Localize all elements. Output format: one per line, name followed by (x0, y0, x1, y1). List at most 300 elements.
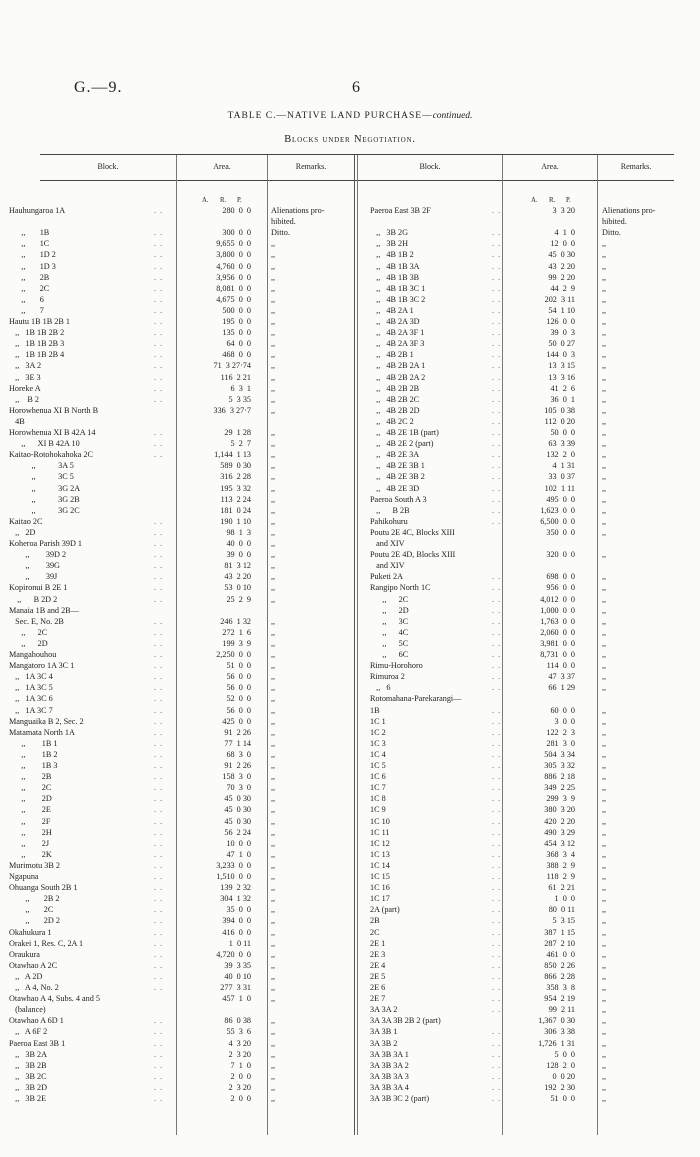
block-cell: 3A 3B 3C 2 (part) (370, 1094, 430, 1103)
table-row (370, 939, 680, 950)
block-cell: ,, 2B 2 (9, 894, 60, 904)
leader-dots: . . (492, 1060, 502, 1070)
remarks-cell: ,, (271, 561, 276, 571)
remarks-cell: ,, (271, 594, 276, 604)
table-row (370, 650, 680, 661)
block-cell: 2A (part) (370, 905, 400, 915)
leader-dots: . . (154, 716, 164, 726)
remarks-cell: ,, (602, 239, 607, 249)
table-row (9, 417, 354, 428)
remarks-cell: ,, (602, 405, 607, 415)
block-cell: Murimotu 3B 2 (9, 860, 60, 870)
block-cell: Paeroa South A 3 (370, 494, 427, 504)
leader-dots: . . (492, 305, 502, 315)
remarks-cell: ,, (602, 650, 607, 659)
leader-dots: . . (154, 672, 164, 682)
remarks-cell: ,, (271, 572, 276, 582)
table-row (370, 317, 680, 328)
remarks-cell: ,, (271, 838, 276, 848)
table-row (9, 583, 354, 594)
area-cell: 7 1 0 (230, 1060, 251, 1070)
area-cell: 192 2 30 (544, 1082, 575, 1092)
block-cell: Rimu-Horohoro (370, 661, 423, 671)
leader-dots: . . (492, 616, 502, 626)
col-rule-center (354, 155, 355, 1135)
area-cell: 5 0 0 (554, 1049, 575, 1059)
block-cell: 3A 3A 2 (370, 1005, 398, 1015)
table-row (370, 228, 680, 239)
leader-dots: . . (154, 250, 164, 260)
block-cell: 1B (370, 705, 380, 715)
block-cell: ,, 2D (370, 605, 409, 615)
area-cell: 126 0 0 (546, 317, 575, 326)
table-row (370, 850, 680, 861)
area-cell: 114 0 0 (546, 661, 575, 671)
remarks-cell: ,, (602, 294, 607, 304)
remarks-cell: ,, (271, 350, 276, 360)
leader-dots: . . (154, 550, 164, 560)
block-cell: ,, 3C (370, 616, 409, 626)
area-cell: 5 3 15 (552, 916, 575, 926)
leader-dots: . . (492, 394, 502, 404)
table-row (370, 561, 680, 572)
leader-dots: . . (154, 960, 164, 970)
leader-dots: . . (492, 960, 502, 970)
table-row (9, 961, 354, 972)
leader-dots: . . (492, 461, 502, 471)
leader-dots: . . (492, 938, 502, 948)
block-cell: ,, 3C 5 (9, 472, 74, 482)
table-row (9, 1039, 354, 1050)
remarks-cell: ,, (271, 361, 276, 371)
area-cell: 56 0 0 (226, 683, 251, 693)
area-cell: 1,763 0 0 (540, 616, 575, 626)
block-cell: ,, 4B 1B 3A (370, 261, 420, 271)
remarks-cell: Alienations pro- (602, 206, 656, 215)
area-cell: 39 0 3 (550, 328, 575, 338)
table-row (9, 650, 354, 661)
leader-dots: . . (154, 650, 164, 659)
table-row (9, 894, 354, 905)
table-row (370, 950, 680, 961)
remarks-cell: ,, (271, 1060, 276, 1070)
area-cell: 4,720 0 0 (216, 949, 251, 959)
remarks-cell: ,, (602, 783, 607, 793)
block-cell: ,, B 2B (370, 505, 410, 515)
area-cell: 195 0 0 (222, 317, 251, 326)
area-cell: 3,981 0 0 (540, 638, 575, 648)
leader-dots: . . (492, 472, 502, 482)
remarks-cell: ,, (602, 772, 607, 782)
table-row (370, 606, 680, 617)
leader-dots: . . (492, 638, 502, 648)
table-row (9, 595, 354, 606)
area-cell: 39 3 35 (224, 960, 251, 970)
block-cell: ,, 2E (9, 805, 51, 815)
area-cell: 2,250 0 0 (216, 650, 251, 659)
table-row (370, 639, 680, 650)
remarks-cell: ,, (271, 971, 276, 981)
area-cell: 281 3 0 (546, 738, 575, 748)
block-cell: ,, 4B 2A 3F 3 (370, 339, 425, 349)
remarks-cell: ,, (271, 439, 276, 449)
block-cell: 1C 6 (370, 772, 386, 782)
col-header-remarks-right: Remarks. (620, 162, 652, 171)
table-row (9, 706, 354, 717)
table-row (370, 550, 680, 561)
block-cell: ,, 2C (9, 905, 54, 915)
area-cell: 468 0 0 (222, 350, 251, 360)
block-cell: Rimuroa 2 (370, 672, 405, 682)
leader-dots: . . (154, 816, 164, 826)
col-header-block-right: Block. (419, 162, 441, 171)
remarks-cell: ,, (271, 616, 276, 626)
block-cell: 1C 13 (370, 849, 390, 859)
table-row (9, 794, 354, 805)
leader-dots: . . (154, 394, 164, 404)
remarks-cell: ,, (602, 627, 607, 637)
table-row (9, 916, 354, 927)
block-cell: ,, 1B 2 (9, 749, 58, 759)
area-cell: 4 1 31 (552, 461, 575, 471)
remarks-cell: ,, (602, 383, 607, 393)
area-cell: 64 0 0 (226, 339, 251, 349)
table-title-continued: continued. (432, 111, 473, 121)
area-cell: 280 0 0 (222, 206, 251, 215)
block-cell: ,, 4B 2B 1 (370, 350, 414, 360)
block-cell: 2E 1 (370, 938, 386, 948)
block-cell: ,, 2D (9, 527, 36, 537)
remarks-cell: ,, (271, 872, 276, 881)
col-header-area-right: Area. (541, 162, 559, 171)
remarks-cell: ,, (271, 783, 276, 793)
leader-dots: . . (154, 883, 164, 893)
table-row (9, 439, 354, 450)
area-cell: 416 0 0 (222, 927, 251, 937)
area-cell: 954 2 19 (544, 994, 575, 1004)
leader-dots: . . (154, 905, 164, 915)
block-cell: 2E 6 (370, 983, 386, 992)
remarks-cell: ,, (271, 1094, 276, 1103)
leader-dots: . . (154, 339, 164, 349)
table-row (370, 717, 680, 728)
leader-dots: . . (154, 539, 164, 548)
table-row (9, 539, 354, 550)
block-cell: ,, 39J (9, 572, 58, 582)
table-row (370, 484, 680, 495)
remarks-cell: ,, (602, 472, 607, 482)
remarks-cell: ,, (602, 672, 607, 682)
remarks-cell: ,, (271, 772, 276, 782)
table-row (9, 495, 354, 506)
leader-dots: . . (492, 428, 502, 437)
leader-dots: . . (492, 983, 502, 992)
unit-acres-left: A. (202, 197, 209, 204)
area-cell: 1,000 0 0 (540, 605, 575, 615)
remarks-cell: ,, (271, 805, 276, 815)
block-cell: Puketi 2A (370, 572, 403, 582)
remarks-cell: ,, (271, 960, 276, 970)
table-row (9, 306, 354, 317)
area-cell: 4 3 20 (228, 1038, 251, 1048)
block-cell: Rangipo North 1C (370, 583, 431, 593)
table-row (370, 428, 680, 439)
leader-dots: . . (492, 250, 502, 260)
area-cell: 4,012 0 0 (540, 594, 575, 604)
area-cell: 3,233 0 0 (216, 860, 251, 870)
leader-dots: . . (154, 616, 164, 626)
table-row (370, 595, 680, 606)
leader-dots: . . (492, 816, 502, 826)
block-cell: ,, 4C (370, 627, 409, 637)
area-cell: 349 2 25 (544, 783, 575, 793)
block-cell: 1C 7 (370, 783, 386, 793)
table-row (370, 1094, 680, 1105)
table-row (370, 406, 680, 417)
leader-dots: . . (154, 383, 164, 393)
area-cell: 3 3 20 (552, 206, 575, 215)
block-cell: Mangatoro 1A 3C 1 (9, 661, 75, 671)
block-cell: 1C 10 (370, 816, 390, 826)
table-row (9, 1061, 354, 1072)
table-row (370, 295, 680, 306)
leader-dots: . . (154, 272, 164, 282)
leader-dots: . . (492, 572, 502, 582)
block-cell: Poutu 2E 4C, Blocks XIII (370, 527, 455, 537)
table-row (370, 450, 680, 461)
remarks-cell: ,, (602, 894, 607, 904)
block-cell: ,, 4B 2B 2B (370, 383, 420, 393)
area-cell: 589 0 30 (220, 461, 251, 471)
remarks-cell: ,, (602, 1082, 607, 1092)
area-cell: 29 1 28 (224, 428, 251, 437)
area-cell: 3,956 0 0 (216, 272, 251, 282)
remarks-cell: ,, (271, 450, 276, 460)
area-cell: 350 0 0 (546, 527, 575, 537)
area-cell: 70 3 0 (226, 783, 251, 793)
area-cell: 53 0 10 (224, 583, 251, 593)
remarks-cell: ,, (602, 1071, 607, 1081)
remarks-cell: ,, (271, 661, 276, 671)
leader-dots: . . (492, 516, 502, 526)
table-row (9, 606, 354, 617)
area-cell: 98 1 3 (226, 527, 251, 537)
area-cell: 304 1 32 (220, 894, 251, 904)
leader-dots: . . (154, 1027, 164, 1037)
remarks-cell: Alienations pro- (271, 206, 325, 215)
area-cell: 8,731 0 0 (540, 650, 575, 659)
remarks-cell: ,, (271, 927, 276, 937)
leader-dots: . . (492, 494, 502, 504)
block-cell: 1C 17 (370, 894, 390, 904)
area-cell: 3,800 0 0 (216, 250, 251, 260)
block-cell: ,, 1A 3C 5 (9, 683, 53, 693)
area-cell: 105 0 38 (544, 405, 575, 415)
area-cell: 63 3 39 (548, 439, 575, 449)
remarks-cell: ,, (271, 794, 276, 804)
table-row (370, 339, 680, 350)
table-row (370, 517, 680, 528)
area-cell: 4,675 0 0 (216, 294, 251, 304)
remarks-cell: ,, (602, 450, 607, 460)
area-cell: 112 0 20 (544, 416, 575, 426)
area-cell: 113 2 24 (220, 494, 251, 504)
remarks-cell: ,, (271, 816, 276, 826)
block-cell: 3A 3B 2 (370, 1038, 398, 1048)
leader-dots: . . (154, 916, 164, 926)
leader-dots: . . (154, 683, 164, 693)
table-row (9, 517, 354, 528)
table-row (9, 817, 354, 828)
table-row (9, 561, 354, 572)
area-cell: 40 0 10 (224, 971, 251, 981)
table-row (9, 1072, 354, 1083)
leader-dots: . . (154, 350, 164, 360)
leader-dots: . . (154, 228, 164, 238)
area-cell: 387 1 15 (544, 927, 575, 937)
table-row (9, 883, 354, 894)
area-cell: 6,500 0 0 (540, 516, 575, 526)
table-row (370, 839, 680, 850)
remarks-cell: ,, (602, 616, 607, 626)
table-row (9, 350, 354, 361)
block-cell: ,, 1C (9, 239, 50, 249)
area-cell: 144 0 3 (546, 350, 575, 360)
leader-dots: . . (492, 727, 502, 737)
remarks-cell: ,, (602, 527, 607, 537)
table-row (9, 450, 354, 461)
table-row (370, 883, 680, 894)
leader-dots: . . (154, 206, 164, 215)
area-cell: 698 0 0 (546, 572, 575, 582)
leader-dots: . . (154, 1094, 164, 1103)
remarks-cell: ,, (602, 960, 607, 970)
block-cell: 3A 3B 3A 2 (370, 1060, 409, 1070)
area-cell: 36 0 1 (550, 394, 575, 404)
area-cell: 246 1 32 (220, 616, 251, 626)
table-row (9, 572, 354, 583)
remarks-cell: ,, (602, 1049, 607, 1059)
remarks-cell: ,, (602, 683, 607, 693)
remarks-cell: ,, (602, 949, 607, 959)
table-row (370, 384, 680, 395)
remarks-cell: ,, (602, 827, 607, 837)
remarks-cell: ,, (602, 550, 607, 560)
area-cell: 306 3 38 (544, 1027, 575, 1037)
leader-dots: . . (154, 439, 164, 449)
table-row (370, 1050, 680, 1061)
table-row (370, 206, 680, 217)
remarks-cell: ,, (271, 672, 276, 682)
table-row (9, 805, 354, 816)
block-cell: Rotomahana-Parekarangi— (370, 694, 462, 704)
block-cell: 3A 3A 3B 2B 2 (part) (370, 1016, 441, 1026)
area-cell: 320 0 0 (546, 550, 575, 560)
leader-dots: . . (492, 294, 502, 304)
remarks-cell: ,, (271, 761, 276, 770)
area-cell: 47 1 0 (226, 849, 251, 859)
block-cell: ,, 2D (9, 638, 48, 648)
area-cell: 8,081 0 0 (216, 283, 251, 293)
leader-dots: . . (154, 794, 164, 804)
block-cell: ,, 4B 2B 2C (370, 394, 420, 404)
leader-dots: . . (492, 738, 502, 748)
area-cell: 50 0 0 (550, 428, 575, 437)
leader-dots: . . (154, 927, 164, 937)
table-row (9, 661, 354, 672)
remarks-cell: ,, (602, 261, 607, 271)
block-cell: Mangahouhou (9, 650, 57, 659)
leader-dots: . . (492, 328, 502, 338)
remarks-cell: ,, (271, 328, 276, 338)
unit-roods-left: R. (220, 197, 227, 204)
table-row (9, 284, 354, 295)
remarks-cell: ,, (271, 339, 276, 349)
remarks-cell: ,, (602, 838, 607, 848)
leader-dots: . . (492, 283, 502, 293)
remarks-cell: ,, (271, 294, 276, 304)
table-row (9, 761, 354, 772)
remarks-cell: ,, (602, 494, 607, 504)
block-cell: Hauhungaroa 1A (9, 206, 66, 215)
table-row (370, 373, 680, 384)
leader-dots: . . (492, 583, 502, 593)
block-cell: 2C (370, 927, 380, 937)
table-row (370, 761, 680, 772)
leader-dots: . . (492, 849, 502, 859)
remarks-cell: ,, (602, 716, 607, 726)
table-row (9, 461, 354, 472)
block-cell: 1C 12 (370, 838, 390, 848)
leader-dots: . . (154, 594, 164, 604)
table-row (9, 273, 354, 284)
block-cell: (balance) (9, 1005, 46, 1015)
table-row (370, 1027, 680, 1038)
leader-dots: . . (492, 1005, 502, 1015)
remarks-cell: ,, (271, 905, 276, 915)
area-cell: 299 3 9 (546, 794, 575, 804)
table-row (9, 339, 354, 350)
block-cell: Matamata North 1A (9, 727, 75, 737)
block-cell: Otawhao A 6D 1 (9, 1016, 64, 1026)
area-cell: 2 3 20 (228, 1049, 251, 1059)
table-row (370, 306, 680, 317)
table-row (370, 472, 680, 483)
area-cell: 61 2 21 (548, 883, 575, 893)
area-cell: 195 3 32 (220, 483, 251, 493)
table-row (9, 373, 354, 384)
leader-dots: . . (492, 650, 502, 659)
leader-dots: . . (492, 749, 502, 759)
area-cell: 287 2 10 (544, 938, 575, 948)
block-cell: Horowhenua XI B 42A 14 (9, 428, 96, 437)
table-row (9, 783, 354, 794)
remarks-cell: ,, (602, 372, 607, 382)
block-cell: ,, 3G 2B (9, 494, 80, 504)
leader-dots: . . (492, 261, 502, 271)
table-row (9, 750, 354, 761)
remarks-cell: ,, (602, 328, 607, 338)
leader-dots: . . (154, 838, 164, 848)
table-row (370, 983, 680, 994)
leader-dots: . . (492, 872, 502, 881)
leader-dots: . . (492, 1027, 502, 1037)
table-row (370, 417, 680, 428)
block-cell: ,, 3A 5 (9, 461, 74, 471)
block-cell: 1C 16 (370, 883, 390, 893)
leader-dots: . . (154, 572, 164, 582)
block-cell: Ngapuna (9, 872, 39, 881)
